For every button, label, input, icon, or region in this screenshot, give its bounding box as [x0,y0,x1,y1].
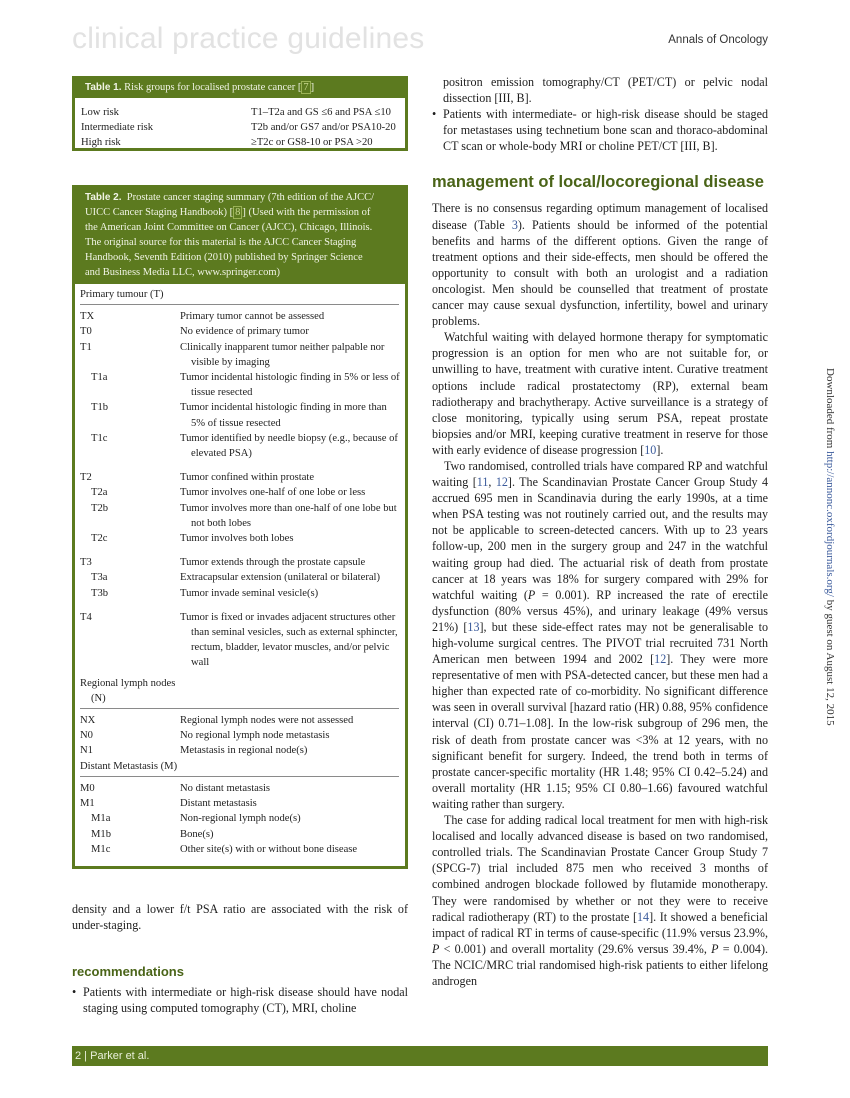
stage-desc: No evidence of primary tumor [180,326,309,338]
text-run: ]. The Scandinavian Prostate Cancer Group Study 4 accrued 695 men in Scandinavia during the early 1990s, at a time when PSA testing was not routinely carried out, and the results may not be applicable to screen-detected cancers. With up to 23 years follow-up, 200 men in the surgery group and 247 in the watchful waiting group had died. The actuarial risk of death from prostate cancer at 18 years was 18% for surgery compared with 29% for watchful waiting ( [432,475,768,602]
table-2-label: Table 2. [85,192,122,203]
table-1-body [75,98,405,151]
recommendations-heading: recommendations [72,964,184,979]
stage-code: T0 [80,326,92,338]
stage-code: M1a [91,813,111,825]
page-footer [72,1046,768,1066]
stage-desc: Non-regional lymph node(s) [180,813,301,825]
table-row [80,309,399,324]
section-distant-metastasis: Distant Metastasis (M) [80,760,178,772]
text-run: Two randomised, controlled trials have compared RP and watchful waiting [ [432,458,768,490]
stage-code: T1a [91,372,108,384]
table-2-caption: Table 2. Prostate cancer staging summary (7th edition of the AJCC/ UICC Cancer Staging Handbook) [ 8 ] (Used with the permission of the American Joint Committee on Cancer (AJCC), Chicago, Illinois. The original source for this material is the AJCC Cancer Staging Handbook, Seventh Edition (2010) published by Springer Science and Business Media LLC, www.springer.com) [75,188,405,284]
table-1-caption: Table 1. Risk groups for localised prostate cancer [ 7 ] [75,79,405,98]
stage-code: T1b [91,402,109,414]
stage-code: T2b [91,502,109,514]
stage-code: T3a [91,572,108,584]
stage-desc: Regional lymph nodes were not assessed [180,715,354,727]
text-run: P [432,941,440,956]
section-primary-tumour: Primary tumour (T) [80,289,164,300]
stage-code: M1 [80,798,95,810]
divider [80,776,399,777]
text-run: ]. It showed a beneficial impact of radical RT in terms of cause-specific (11.9% versus 23.9%, [432,909,768,940]
left-paragraph: density and a lower f/t PSA ratio are associated with the risk of under-staging. [72,902,408,933]
citation-link[interactable]: 12 [654,652,667,667]
stage-desc: Tumor involves one-half of one lobe or less [180,487,366,499]
divider [80,304,399,305]
table-row [80,400,399,430]
body-paragraph [432,200,768,329]
stage-code: M1b [91,828,112,840]
stage-code: NX [80,715,96,727]
text-run: Watchful waiting with delayed hormone therapy for symptomatic progression is an option for men who are not suitable for, or unwilling to have, treatment with curative intent. Curative treatment options include radical prostatectomy (RP), external beam radiotherapy and brachytherapy. Active surveillance is a strategy of close monitoring, typically using serum PSA, repeat prostate biopsies and/or MRI, keeping curative treatment in reserve for those with early evidence of disease progression [ [432,330,768,457]
stage-code: T3b [91,587,109,599]
text-run: < 0.001) and overall mortality (29.6% versus 39.4%, [439,941,712,956]
caption-line: the American Joint Committee on Cancer (AJCC), Chicago, Illinois. [85,222,373,233]
table-row [80,555,399,570]
recommendation-bullet [432,106,768,154]
stage-desc: No distant metastasis [180,782,271,794]
stage-desc: Bone(s) [180,828,214,840]
section-regional-nodes: Regional lymph nodes (N) [80,677,176,704]
stage-desc: Tumor incidental histologic finding in 5% or less of tissue resected [180,372,400,399]
stage-desc: Tumor incidental histologic finding in more than 5% of tissue resected [180,402,387,429]
bullet-continuation: positron emission tomography/CT (PET/CT) or pelvic nodal dissection [III, B]. [443,75,768,106]
bullet-dot: • [72,985,77,999]
management-heading: management of local/locoregional disease [432,173,764,192]
table-row [80,431,399,461]
stage-desc: Tumor identified by needle biopsy (e.g., because of elevated PSA) [180,432,398,460]
stage-desc: Clinically inapparent tumor neither palpable nor visible by imaging [180,341,385,368]
recommendation-bullet [72,984,408,1016]
table-row [80,531,399,546]
table-1-title: Risk groups for localised prostate cancer [124,82,296,93]
stage-desc: Tumor involves more than one-half of one lobe but not both lobes [180,502,397,529]
text-run: , [488,475,496,490]
table-row [80,470,399,485]
table-link[interactable]: 3 [511,217,518,232]
stage-code: N1 [80,745,93,757]
risk-criteria: T1–T2a and GS ≤6 and PSA ≤10 [251,107,391,118]
citation-link[interactable]: 13 [467,619,480,634]
risk-criteria: ≥T2c or GS8-10 or PSA >20 [251,137,373,149]
table-row [80,796,399,811]
stage-code: M1c [91,843,111,855]
table-row [80,811,399,826]
stage-desc: Other site(s) with or without bone disease [180,843,358,855]
stage-code: T3 [80,557,92,569]
table-row [80,340,399,370]
table-row [80,781,399,796]
caption-line: The original source for this material is the AJCC Cancer Staging [85,237,357,248]
journal-name: Annals of Oncology [668,34,768,46]
citation-link[interactable]: 12 [495,475,508,490]
risk-group: Intermediate risk [81,122,154,134]
table-row [80,842,399,857]
stage-code: M0 [80,782,95,794]
table-1-ref[interactable]: 7 [303,82,309,93]
stage-desc: Tumor invade seminal vesicle(s) [180,587,319,599]
risk-group: High risk [81,137,121,149]
text-run: = 0.001). RP increased the rate of erectile dysfunction (80% versus 45%), and urinary leakage (49% versus 21%) [ [432,587,768,634]
risk-group: Low risk [81,107,119,118]
table-row [80,586,399,601]
stage-code: T4 [80,611,92,623]
text-run: ). Patients should be informed of the potential benefits and harms of the different options. Given the range of treatment options and their side-effects, men should be offered the opportunity to consult with both an urologist and a radiation oncologist. Men should be counselled that treatment of prostate cancer may cause sexual dysfunction, infertility, bowel and urinary problems. [432,217,768,329]
stage-desc: Tumor extends through the prostate capsule [180,557,366,569]
stage-desc: Tumor confined within prostate [180,472,315,484]
footer-authors: Parker et al. [90,1050,150,1062]
caption-line: Prostate cancer staging summary (7th edition of the AJCC/ [126,192,375,203]
download-link[interactable]: http://annonc.oxfordjournals.org/ [824,451,836,597]
stage-code: T1c [91,432,108,444]
caption-line: and Business Media LLC, www.springer.com) [85,267,280,278]
stage-code: T2c [91,533,108,545]
bullet-text: Patients with intermediate or high-risk disease should have nodal staging using computed tomography (CT), MRI, choline [83,985,408,1016]
stage-desc: Tumor involves both lobes [180,533,294,545]
divider [80,708,399,709]
footer-separator: | [81,1050,91,1062]
stage-code: TX [80,311,95,323]
text-run: P [711,941,719,956]
citation-link[interactable]: 11 [476,475,489,490]
stage-code: T2a [91,487,108,499]
table-row [80,324,399,339]
table-row [80,713,399,728]
stage-code: T2 [80,472,92,484]
table-1 [72,76,408,151]
table-row [80,370,399,400]
stage-desc: Extracapsular extension (unilateral or bilateral) [180,572,381,584]
table-row [81,105,399,120]
download-text: Downloaded from [824,368,836,452]
citation-link[interactable]: 10 [644,442,657,457]
table-row [80,743,399,758]
table-row [80,570,399,585]
stage-desc: Distant metastasis [180,798,257,810]
table-2-ref[interactable]: 8 [235,207,241,218]
download-text: by guest on August 12, 2015 [824,596,836,726]
bullet-text: Patients with intermediate- or high-risk disease should be staged for metastases using technetium bone scan and thoraco-abdominal CT scan or whole-body MRI or choline PET/CT [III, B]. [443,107,768,154]
table-row [80,501,399,531]
table-row [80,827,399,842]
stage-desc: Primary tumor cannot be assessed [180,311,325,323]
stage-desc: Tumor is fixed or invades adjacent structures other than seminal vesicles, such as external sphincter, rectum, bladder, levator muscles, and/or pelvic wall [180,611,398,669]
body-paragraph [432,458,768,812]
section-title: clinical practice guidelines [72,22,425,55]
stage-code: T1 [80,341,92,353]
stage-desc: No regional lymph node metastasis [180,730,330,742]
citation-link[interactable]: 14 [637,909,650,924]
table-1-label: Table 1. [85,82,122,93]
download-note [822,368,836,748]
body-paragraph [432,329,768,458]
stage-desc: Metastasis in regional node(s) [180,745,308,757]
body-paragraph [432,812,768,989]
text-run: There is no consensus regarding optimum management of localised disease (Table [432,201,768,232]
stage-code: N0 [80,730,93,742]
caption-line: Handbook, Seventh Edition (2010) published by Springer Science [85,252,363,263]
page-number: 2 [75,1050,82,1062]
table-row [80,728,399,743]
text-run: ]. They were more representative of men with PSA-detected cancer, but these men had a higher than expected rate of co-morbidity. No significant difference was seen in overall survival [hazard ratio (HR) 0.88, 95% confidence interval (CI) 0.71–1.08]. In the low-risk subgroup of 296 men, the risk of death from prostate cancer was <3% at 12 years, with no significant benefit for surgery. Indeed, the trend both in terms of prostate cancer-specific mortality (HR 1.48; 95% CI 0.42–5.24) and overall mortality (HR 1.15; 95% CI 0.80–1.66) favoured watchful waiting rather than surgery. [432,652,768,811]
text-run: = 0.004). The NCIC/MRC trial randomised high-risk patients to either lifelong androgen [432,941,768,988]
caption-line: (Used with the permission of [248,207,371,218]
table-row [80,485,399,500]
caption-line: UICC Cancer Staging Handbook) [85,207,228,218]
table-row [81,120,399,135]
right-column [432,74,768,989]
table-2-body [75,284,405,857]
text-run: ]. [656,442,664,457]
table-2 [72,185,408,869]
table-row [81,135,399,150]
risk-criteria: T2b and/or GS7 and/or PSA10-20 [251,122,396,134]
table-row [80,610,399,671]
bullet-dot: • [432,107,437,122]
text-run: The case for adding radical local treatment for men with high-risk localised and locally advanced disease is based on two randomised, controlled trials. The Scandinavian Prostate Cancer Group Study 7 (SPCG-7) trial included 875 men who received 3 months of combined androgen blockade followed by flutamide monotherapy. They were randomised by whether or not they were to receive radical radiotherapy (RT) to the prostate [ [432,813,768,924]
text-run: ], but these side-effect rates may not be generalisable to high-volume surgical centres. The PIVOT trial recruited 731 North American men between 1994 and 2002 [ [432,619,768,667]
text-run: P [527,587,536,602]
